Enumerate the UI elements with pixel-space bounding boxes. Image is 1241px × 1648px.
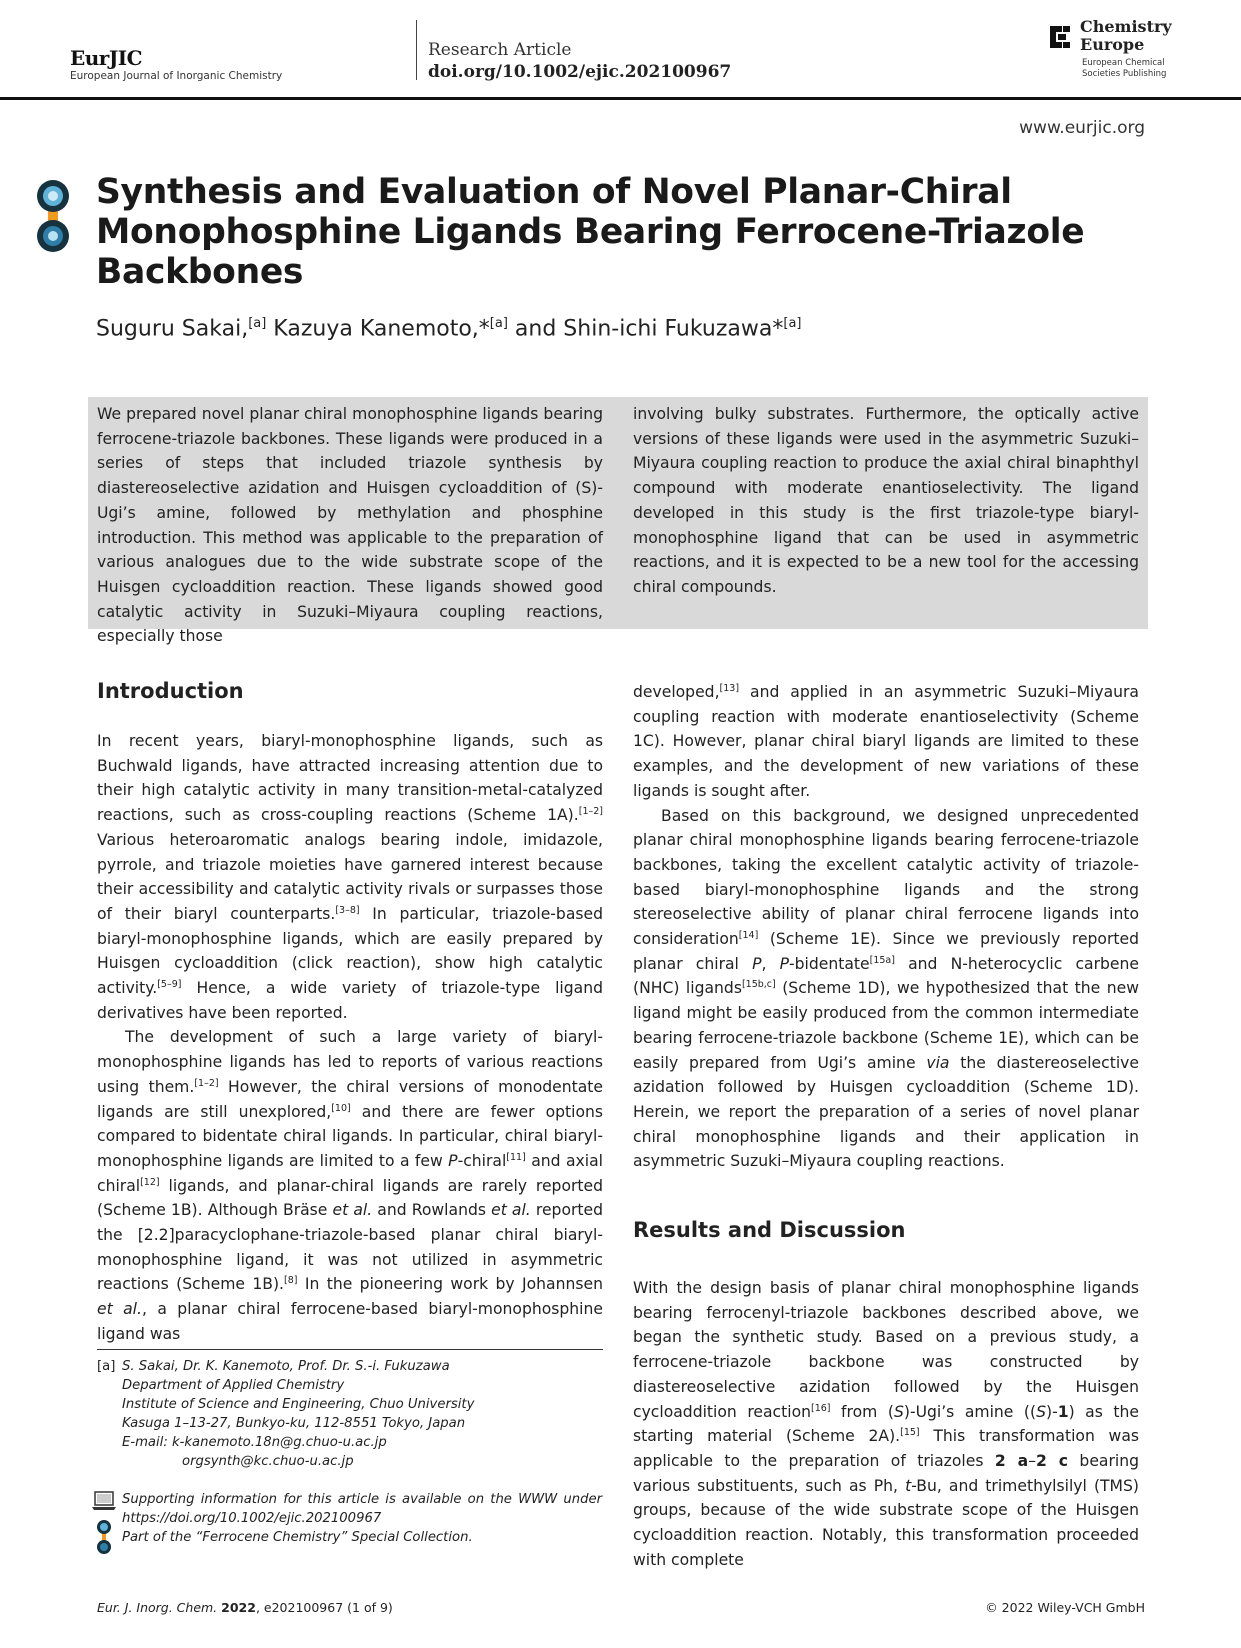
author-name: Kazuya Kanemoto,* [266, 316, 490, 342]
text-segment: (Scheme 1E). Since we previously reported planar chiral [633, 930, 1139, 973]
italic-text: P [752, 954, 762, 973]
text-segment: )- [1045, 1402, 1058, 1421]
text-segment: Based on this background, we designed unprecedented planar chiral monophosphine ligands bearing ferrocene-triazole backbones, taking the excellent catalytic activity of triazole-based biaryl-monophosphine ligands and the strong stereoselective ability of planar chiral ferrocene ligands into consideration [633, 806, 1139, 949]
affiliation-email[interactable]: E-mail: k-kanemoto.18n@g.chuo-u.ac.jp [122, 1435, 387, 1450]
citation-ref[interactable]: [3–8] [335, 904, 360, 916]
text-segment: , a planar chiral ferrocene-based biaryl-monophosphine ligand was [97, 1300, 603, 1343]
footer-copyright: © 2022 Wiley-VCH GmbH [985, 1600, 1145, 1615]
italic-text: et al. [97, 1300, 142, 1319]
italic-text: S [1036, 1402, 1046, 1421]
italic-text: via [926, 1053, 950, 1072]
text-segment: -Bu, and trimethylsilyl (TMS) groups, because of the wide substrate scope of the Huisgen cycloaddition reaction. Notably, this transformation proceeded with complete [633, 1476, 1139, 1569]
text-segment: This transformation was applicable to the preparation of triazoles [633, 1427, 1139, 1470]
publisher-name-line2: Europe [1080, 35, 1145, 54]
footnote-tag: [a] [97, 1359, 116, 1374]
article-doi-link[interactable]: doi.org/10.1002/ejic.202100967 [428, 62, 732, 82]
compound-label: 1 [1057, 1402, 1069, 1421]
compound-label: 2 a [994, 1451, 1029, 1470]
citation-ref[interactable]: [8] [284, 1275, 298, 1287]
author-affiliation-mark: [a] [783, 316, 802, 331]
abstract-text-left: We prepared novel planar chiral monophosphine ligands bearing ferrocene-triazole backbones. These ligands were produced in a series of steps that included triazole synthesis by diastereoselective azidation and Huisgen cycloaddition of (S)-Ugi’s amine, followed by methylation and phosphine introduction. This method was applicable to the preparation of various analogues due to the wide substrate scope of the Huisgen cycloaddition reaction. These ligands showed good catalytic activity in Suzuki–Miyaura coupling reactions, especially those [97, 405, 603, 646]
text-segment: reported the [2.2]paracyclophane-triazole-based planar chiral biaryl-monophosphine ligand, it was not utilized in asymmetric reactions (Scheme 1B). [97, 1201, 603, 1294]
citation-ref[interactable]: [1–2] [194, 1077, 219, 1089]
footer-year: 2022 [221, 1600, 256, 1615]
affiliation-line: Kasuga 1–13-27, Bunkyo-ku, 112-8551 Tokyo, Japan [122, 1416, 466, 1431]
italic-text: t [905, 1476, 912, 1495]
article-title: Synthesis and Evaluation of Novel Planar-Chiral Monophosphine Ligands Bearing Ferrocene-Triazole Backbones [96, 172, 1085, 292]
text-segment: and applied in an asymmetric Suzuki–Miyaura coupling reaction with moderate enantioselectivity (Scheme 1C). However, planar chiral biaryl ligands are limited to these examples, and the development of new variations of these ligands is sought after. [633, 683, 1139, 800]
citation-ref[interactable]: [14] [738, 929, 759, 941]
citation-ref[interactable]: [12] [140, 1176, 160, 1188]
citation-ref[interactable]: [16] [811, 1402, 831, 1414]
citation-ref[interactable]: [15] [900, 1427, 920, 1439]
author-name: Suguru Sakai, [96, 316, 249, 342]
compound-label: 2 c [1035, 1451, 1068, 1470]
laptop-icon [92, 1490, 116, 1512]
text-segment: (Scheme 1D), we hypothesized that the new ligand might be easily produced from the common intermediate bearing ferrocene-triazole backbone (Scheme 1E), which can be easily prepared from Ugi’s amine [633, 979, 1139, 1072]
special-collection-note: Part of the “Ferrocene Chemistry” Special Collection. [122, 1530, 473, 1545]
section-heading-introduction: Introduction [97, 679, 244, 703]
citation-ref[interactable]: [11] [506, 1151, 526, 1163]
text-segment: and N-heterocyclic carbene (NHC) ligands [633, 954, 1139, 998]
journal-full-name: European Journal of Inorganic Chemistry [70, 70, 283, 82]
affiliation-footnote [122, 1357, 602, 1471]
text-segment: developed, [633, 683, 720, 701]
italic-text: S [893, 1402, 904, 1421]
article-type: Research Article [428, 40, 572, 60]
affiliation-line: S. Sakai, Dr. K. Kanemoto, Prof. Dr. S.-i. Fukuzawa [122, 1359, 450, 1374]
publisher-subtitle-line1: European Chemical [1082, 58, 1165, 68]
text-segment: bearing various substituents, such as Ph, [633, 1451, 1139, 1495]
paragraph [633, 1276, 1139, 1572]
text-segment: In the pioneering work by Johannsen [297, 1275, 603, 1294]
citation-ref[interactable]: [10] [331, 1102, 351, 1114]
text-segment: the diastereoselective azidation followed by Huisgen cycloaddition (Scheme 1D). Herein, we report the preparation of a series of novel planar chiral monophosphine ligands and their application in asymmetric Suzuki–Miyaura coupling reactions. [633, 1053, 1139, 1171]
text-segment: , [761, 954, 780, 973]
journal-website-link[interactable]: www.eurjic.org [1019, 118, 1145, 138]
paragraph [633, 680, 1139, 804]
header-rule [0, 97, 1241, 100]
italic-text: P [448, 1151, 458, 1170]
footnote-rule [97, 1349, 603, 1350]
citation-ref[interactable]: [1–2] [578, 805, 603, 817]
citation-ref[interactable]: [5–9] [157, 978, 182, 990]
body-column-left [97, 729, 603, 1347]
affiliation-line: Institute of Science and Engineering, Chuo University [122, 1397, 475, 1412]
affiliation-line: Department of Applied Chemistry [122, 1378, 345, 1393]
section-heading-results: Results and Discussion [633, 1218, 906, 1242]
italic-text: P [779, 954, 789, 973]
publisher-name-line1: Chemistry [1080, 17, 1172, 36]
publisher-subtitle-line2: Societies Publishing [1082, 69, 1167, 79]
text-segment: The development of such a large variety of biaryl-monophosphine ligands has led to reports of various reactions using them. [97, 1028, 603, 1096]
footer-journal: Eur. J. Inorg. Chem. [97, 1600, 218, 1615]
text-segment: Hence, a wide variety of triazole-type ligand derivatives have been reported. [97, 979, 603, 1022]
author-list [96, 316, 802, 341]
author-affiliation-mark: [a] [489, 316, 508, 331]
paragraph [97, 1025, 603, 1346]
text-segment: ) as the starting material (Scheme 2A). [633, 1402, 1139, 1446]
footer-citation [97, 1600, 393, 1615]
author-affiliation-mark: [a] [248, 316, 267, 331]
body-column-right [633, 680, 1139, 1174]
special-collection-badge-icon [28, 176, 76, 256]
text-segment: However, the chiral versions of monodentate ligands are still unexplored, [97, 1077, 603, 1121]
journal-short-name: EurJIC [70, 46, 143, 70]
text-segment: and there are fewer options compared to bidentate chiral ligands. In particular, chiral biaryl-monophosphine ligands are limited to a few [97, 1102, 603, 1170]
supporting-info-note: Supporting information for this article is available on the WWW under https://doi.org/10.1002/ejic.202100967 [122, 1492, 602, 1526]
text-segment: Various heteroaromatic analogs bearing indole, imidazole, pyrrole, and triazole moieties have garnered interest because their accessibility and catalytic activity rivals or surpasses those of their biaryl counterparts. [97, 830, 603, 923]
text-segment: from ( [830, 1402, 894, 1421]
text-segment: – [1028, 1451, 1036, 1470]
special-collection-small-icon [94, 1518, 114, 1556]
text-segment: )-Ugi’s amine (( [903, 1402, 1037, 1421]
body-column-right-results [633, 1276, 1139, 1572]
citation-ref[interactable]: [15a] [869, 954, 895, 966]
chemistry-europe-logo-icon [1048, 22, 1072, 52]
header-divider [416, 20, 417, 80]
text-segment: -chiral [457, 1151, 507, 1170]
text-segment: -bidentate [789, 954, 870, 973]
italic-text: et al. [491, 1201, 531, 1220]
affiliation-email[interactable]: orgsynth@kc.chuo-u.ac.jp [182, 1454, 354, 1469]
text-segment: In recent years, biaryl-monophosphine ligands, such as Buchwald ligands, have attracted increasing attention due to their high catalytic activity in many transition-metal-catalyzed reactions, such as cross-coupling reactions (Scheme 1A). [97, 732, 603, 825]
author-name: and Shin-ichi Fukuzawa* [507, 316, 784, 342]
text-segment: In particular, triazole-based biaryl-monophosphine ligands, which are easily prepared by Huisgen cycloaddition (click reaction), show high catalytic activity. [97, 904, 603, 998]
text-segment: and Rowlands [372, 1201, 492, 1220]
text-segment: and axial chiral [97, 1151, 603, 1195]
citation-ref[interactable]: [15b,c] [741, 979, 776, 991]
footer-article-number: , e202100967 (1 of 9) [255, 1600, 393, 1615]
paragraph [633, 804, 1139, 1175]
paragraph [97, 729, 603, 1025]
text-segment: With the design basis of planar chiral monophosphine ligands bearing ferrocenyl-triazole backbones described above, we began the synthetic study. Based on a previous study, a ferrocene-triazole backbone was constructed by diastereoselective azidation followed by the Huisgen cycloaddition reaction [633, 1279, 1139, 1421]
abstract-text-right: involving bulky substrates. Furthermore, the optically active versions of these ligands were used in the asymmetric Suzuki–Miyaura coupling reaction to produce the axial chiral binaphthyl compound with moderate enantioselectivity. The ligand developed in this study is the first triazole-type biaryl- monophosphine ligand that can be used in asymmetric reactions, and it is expected to be a new tool for the accessing chiral compounds. [633, 405, 1139, 596]
citation-ref[interactable]: [13] [719, 682, 740, 694]
text-segment: ligands, and planar-chiral ligands are rarely reported (Scheme 1B). Although Bräse [97, 1176, 603, 1220]
italic-text: et al. [332, 1201, 373, 1220]
